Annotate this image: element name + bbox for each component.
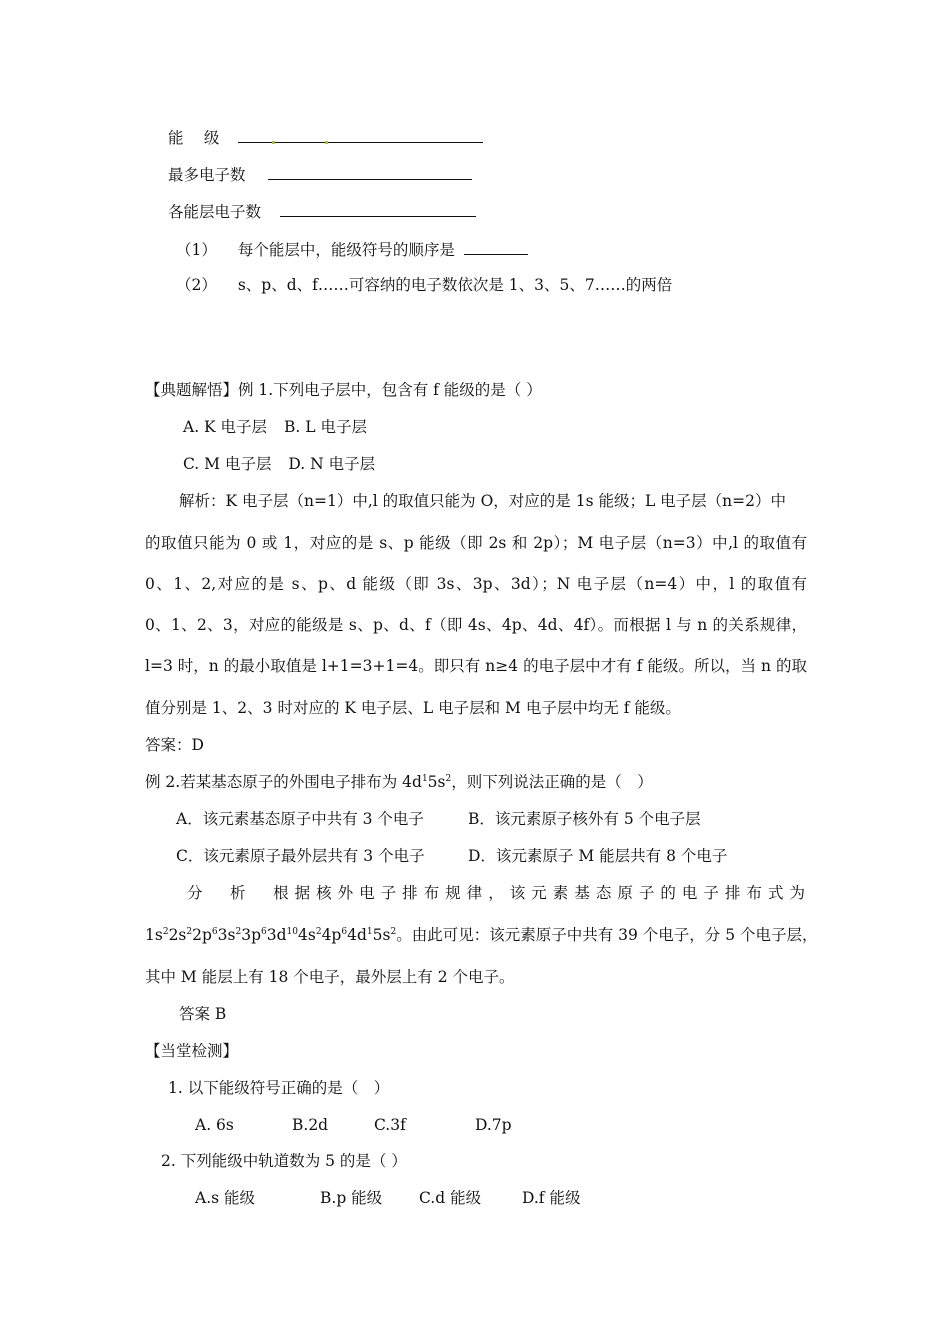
quiz-question-1: 1. 以下能级符号正确的是（ ） <box>168 1079 390 1097</box>
example-2-option-b: B．该元素原子核外有 5 个电子层 <box>468 810 701 828</box>
config-exponent: 2 <box>390 927 397 937</box>
config-subshell: 2p <box>192 926 212 944</box>
example-2-config-line: $1s^22s^22p^63s^23p^63d^{10}4s^24p^64d^15s^2$。由此可见：该元素原子中共有 39 个电子，分 5 个电子层， <box>145 926 818 944</box>
note-2-number: （2） <box>176 276 217 294</box>
shell-electrons-row <box>168 200 476 223</box>
config-exponent: 6 <box>261 927 267 937</box>
example-1-option-d: D. N 电子层 <box>288 455 376 473</box>
config-exponent: 2 <box>235 927 242 937</box>
example-1-options-ab <box>183 416 367 438</box>
example-2-answer: 答案 B <box>179 1005 227 1023</box>
shell-electrons-label: 各能层电子数 <box>168 203 262 221</box>
example-1-analysis-line: l=3 时，n 的最小取值是 l+1=3+1=4。即只有 n≥4 的电子层中才有 f 能级。所以，当 n 的取 <box>145 657 807 675</box>
example-1-analysis-line: 解析：K 电子层（n=1）中,l 的取值只能为 O，对应的是 1s 能级；L 电子层（n=2）中 <box>179 492 787 510</box>
example-2-option-a: A．该元素基态原子中共有 3 个电子 <box>176 810 424 828</box>
example-2-analysis-line: 分 析 根据核外电子排布规律，该元素基态原子的电子排布式为 <box>187 884 807 902</box>
config-subshell: 4p <box>321 926 342 944</box>
config-exponent: 1 <box>366 927 373 937</box>
quiz-1-option: A. 6s <box>195 1116 234 1134</box>
example-1-analysis-line: 值分别是 1、2、3 时对应的 K 电子层、L 电子层和 M 电子层中均无 f 能级。 <box>145 699 681 717</box>
quiz-1-option: D.7p <box>475 1116 512 1134</box>
example-1-option-c: C. M 电子层 <box>183 455 272 473</box>
example-2-option-d: D．该元素原子 M 能层共有 8 个电子 <box>468 847 728 865</box>
energy-level-label: 能 级 <box>168 129 220 147</box>
quiz-2-option: A.s 能级 <box>195 1189 256 1207</box>
config-exponent: 2 <box>186 927 193 937</box>
tick-mark <box>272 141 275 144</box>
quiz-2-option: B.p 能级 <box>320 1189 383 1207</box>
quiz-question-2: 2. 下列能级中轨道数为 5 的是（ ） <box>161 1152 407 1170</box>
config-subshell: 4s <box>298 926 316 944</box>
config-exponent: 2 <box>315 927 322 937</box>
example-1-analysis-line: 0、1、2、3，对应的能级是 s、p、d、f（即 4s、4p、4d、4f）。而根据 l 与 n 的关系规律， <box>145 616 807 634</box>
config-exponent: 6 <box>211 927 218 937</box>
example-1-answer: 答案：D <box>145 736 204 754</box>
config-subshell: 2s <box>168 926 187 944</box>
electron-configuration <box>145 926 396 944</box>
quiz-2-option: C.d 能级 <box>419 1189 482 1207</box>
example-2-analysis-line: 其中 M 能层上有 18 个电子，最外层上有 2 个电子。 <box>145 968 515 986</box>
tick-mark <box>325 141 328 144</box>
example-1-analysis-line: 0、1、2,对应的是 s、p、d 能级（即 3s、3p、3d）；N 电子层（n=4）中，l 的取值有 <box>145 575 807 593</box>
energy-level-row <box>168 126 483 149</box>
config-subshell: 4d <box>347 926 367 944</box>
note-1-text: 每个能层中，能级符号的顺序是 <box>237 241 455 259</box>
config-subshell: 3d <box>266 926 287 944</box>
energy-level-blank <box>238 126 483 143</box>
note-2 <box>176 274 672 296</box>
example-1-analysis-line: 的取值只能为 0 或 1，对应的是 s、p 能级（即 2s 和 2p）；M 电子层（n=3）中,l 的取值有 <box>145 534 807 552</box>
quiz-1-option: B.2d <box>292 1116 329 1134</box>
note-2-text: s、p、d、f……可容纳的电子数依次是 1、3、5、7……的两倍 <box>237 276 673 294</box>
note-1 <box>176 238 528 261</box>
config-subshell: 1s <box>145 926 163 944</box>
example-2-heading: 例 2.若某基态原子的外围电子排布为 $4d^15s^2$，则下列说法正确的是（ ） <box>145 773 653 791</box>
shell-electrons-blank <box>280 200 476 217</box>
example-1-heading: 【典题解悟】例 1.下列电子层中，包含有 f 能级的是（ ） <box>145 381 542 399</box>
config-subshell: 3p <box>241 926 262 944</box>
max-electrons-row <box>168 163 472 186</box>
note-1-number: （1） <box>176 241 217 259</box>
config-exponent: 2 <box>162 927 169 937</box>
max-electrons-blank <box>268 163 472 180</box>
config-exponent: 6 <box>341 927 348 937</box>
quiz-heading: 【当堂检测】 <box>145 1042 239 1060</box>
example-2-option-c: C．该元素原子最外层共有 3 个电子 <box>176 847 425 865</box>
quiz-2-option: D.f 能级 <box>522 1189 581 1207</box>
example-1-options-cd <box>183 453 375 475</box>
quiz-1-option: C.3f <box>374 1116 406 1134</box>
config-subshell: 5s <box>372 926 391 944</box>
example-1-option-b: B. L 电子层 <box>284 418 367 436</box>
example-1-option-a: A. K 电子层 <box>183 418 268 436</box>
config-subshell: 3s <box>217 926 236 944</box>
note-1-blank <box>464 238 528 255</box>
max-electrons-label: 最多电子数 <box>168 166 246 184</box>
config-exponent: 10 <box>286 927 298 937</box>
